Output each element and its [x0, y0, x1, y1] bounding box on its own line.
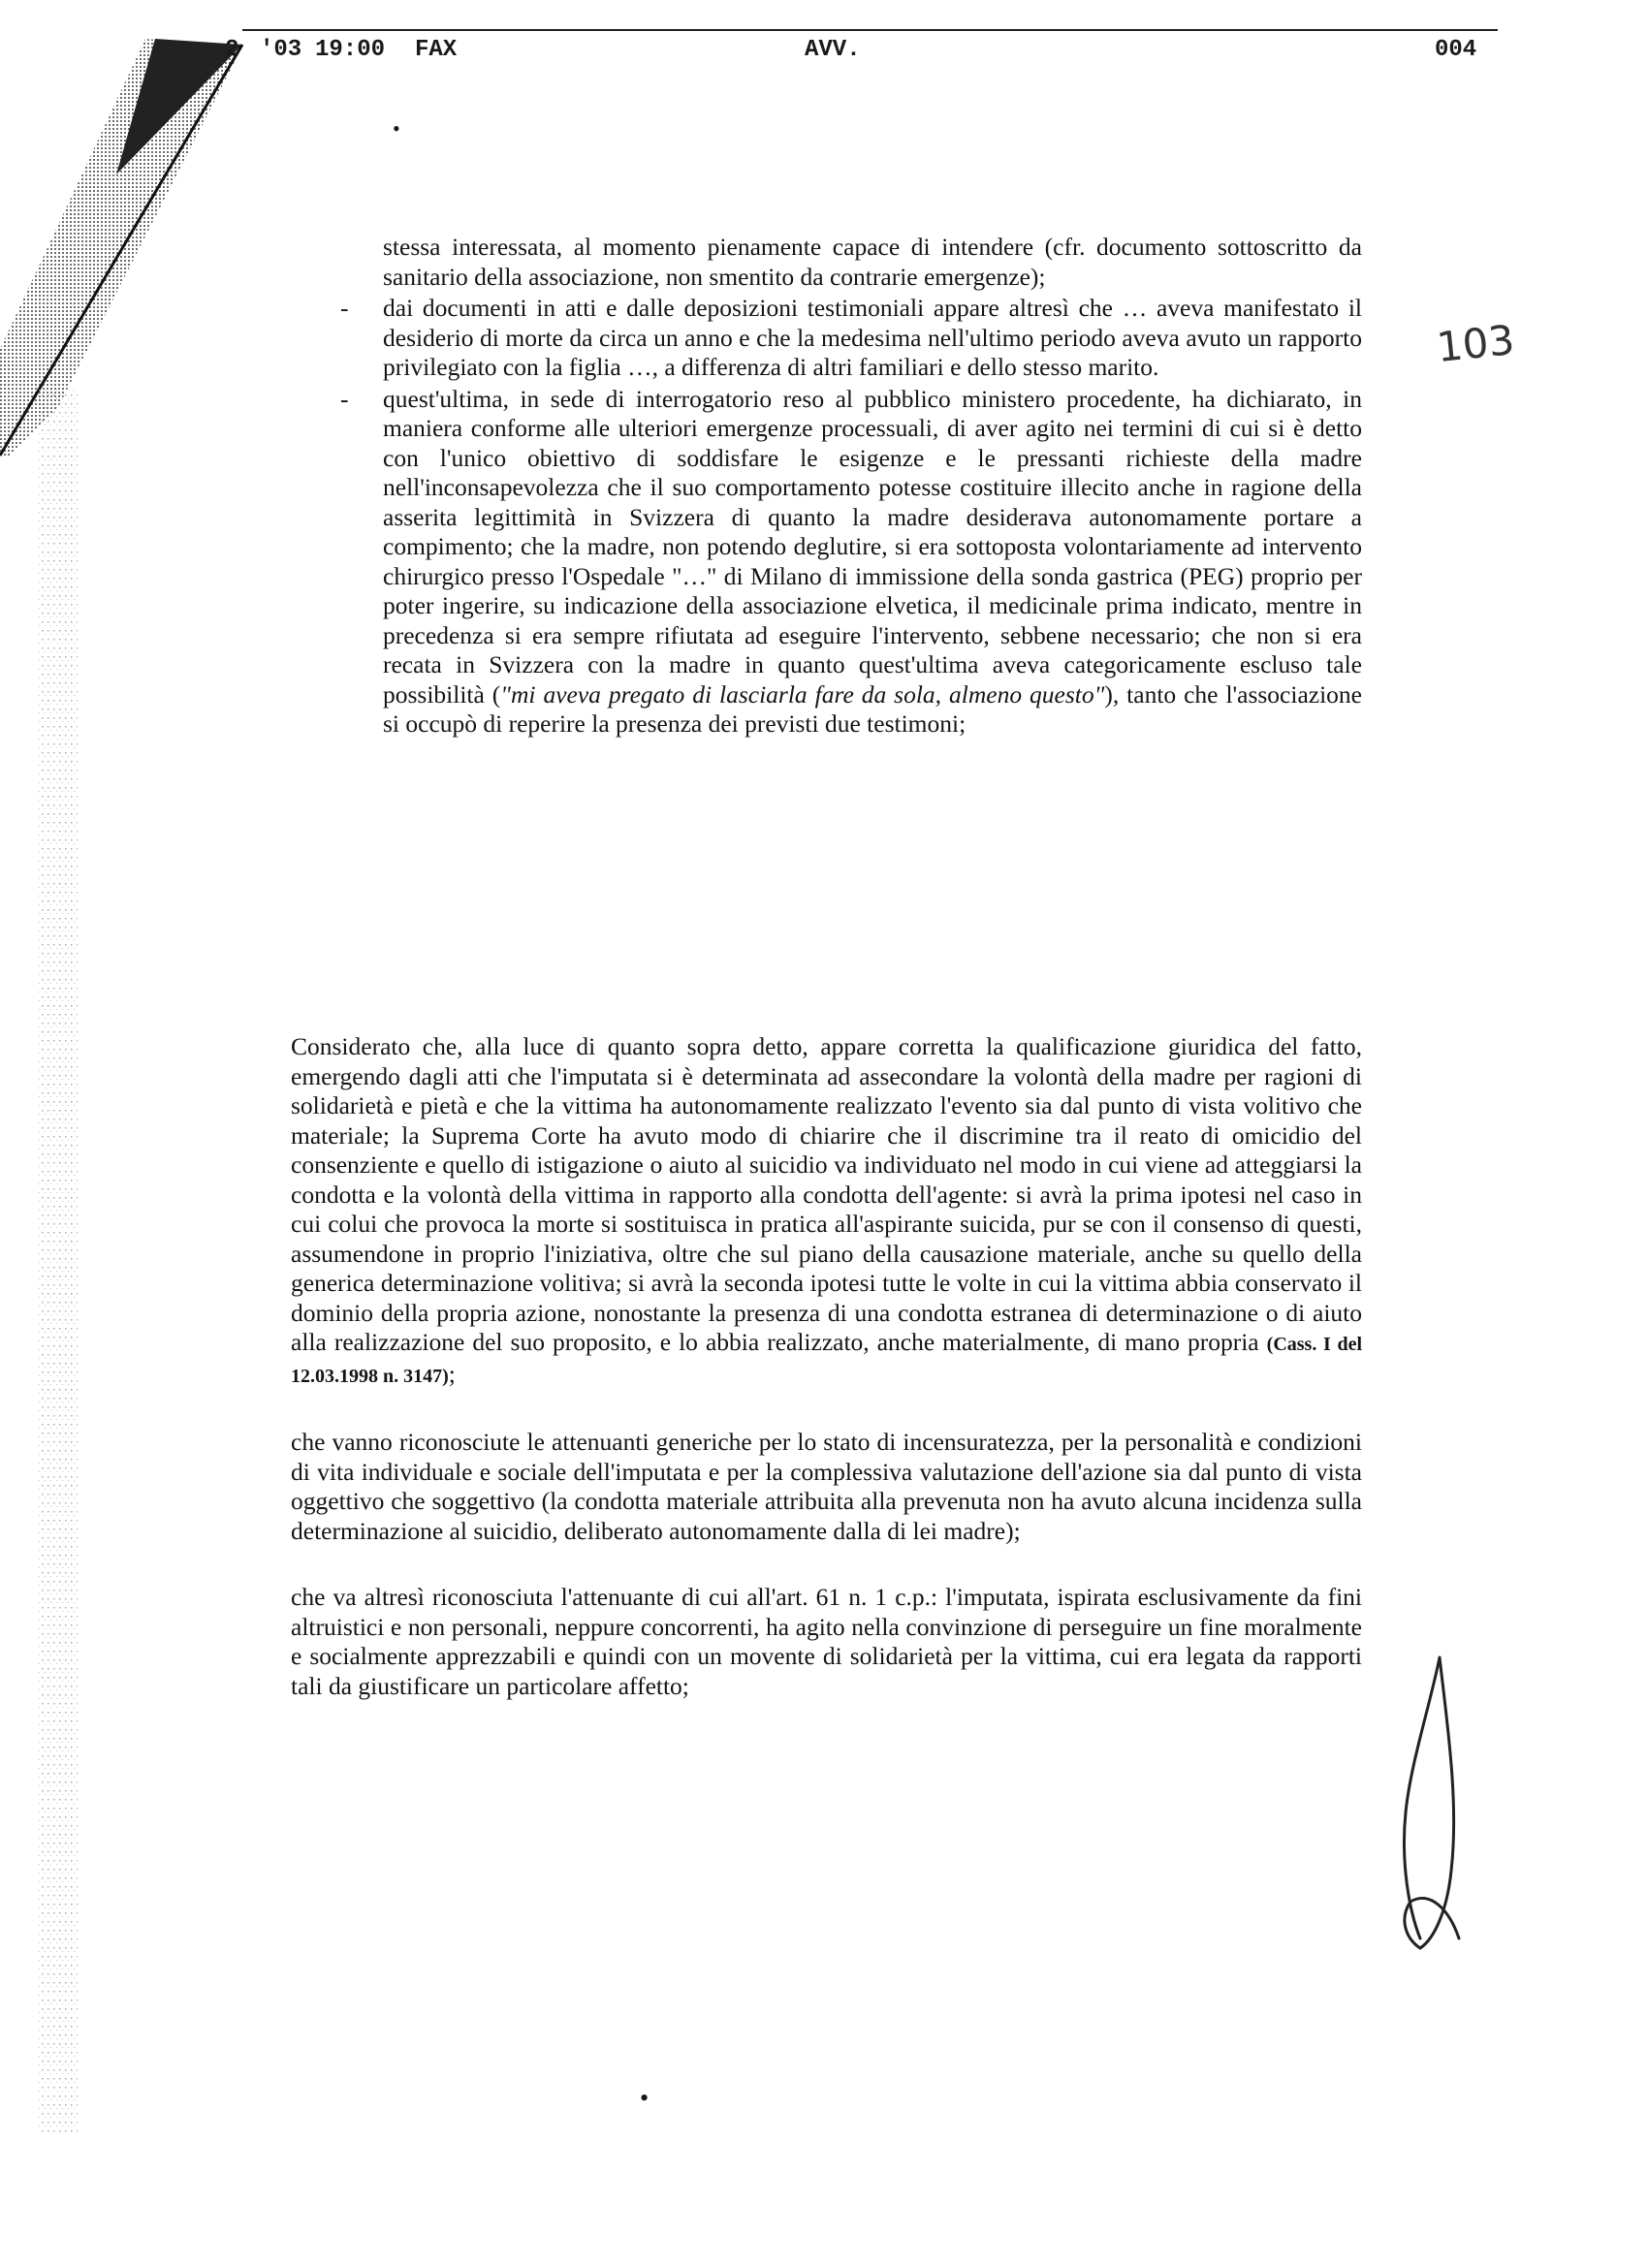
- fax-time: 19:00: [315, 37, 386, 63]
- handwritten-page-annotation: 103: [1434, 315, 1517, 372]
- bullet-list: [340, 233, 1362, 740]
- bullet-text-end: ), tanto che l'associazione si occupò di reperire la presenza dei previsti due testimoni;: [383, 679, 1362, 738]
- case-citation: (Cass. I del 12.03.1998 n. 3147): [291, 1334, 1362, 1387]
- quoted-statement: "mi aveva pregato di lasciarla fare da sola, almeno questo": [500, 679, 1105, 709]
- bullet-text: quest'ultima, in sede di interrogatorio reso al pubblico ministero procedente, ha dichiarato, in maniera conforme alle ulteriori emergenze processuali, di aver agito nei termini di cui si è detto con l'unico obiettivo di soddisfare le esigenze e le pressanti richieste della madre nell'inconsapevolezza che il suo comportamento potesse costituire illecito anche in ragione della asserita legittimità in Svizzera di quanto la madre desiderava autonomamente portare a compimento; che la madre, non potendo deglutire, si era sottoposta volontariamente ad intervento chirurgico presso l'Ospedale "…" di Milano di immissione della sonda gastrica (PEG) proprio per poter ingerire, su indicazione della associazione elvetica, il medicinale prima indicato, mentre in precedenza si era sempre rifiutata ad eseguire l'intervento, sebbene necessario; che non si era recata in Svizzera con la madre in quanto quest'ultima aveva categoricamente escluso tale possibilità (: [383, 384, 1362, 709]
- bullet-item: [383, 233, 1362, 292]
- scan-dot: •: [640, 2084, 650, 2112]
- scan-margin-noise: [0, 0, 87, 2268]
- paragraph-end: ;: [448, 1359, 456, 1388]
- scan-mark: •: [393, 116, 400, 141]
- fax-page-number: 004: [1435, 37, 1477, 63]
- bullet-dash: -: [340, 294, 349, 322]
- main-text: [291, 1032, 1362, 1738]
- bullet-text: dai documenti in atti e dalle deposizioni testimoniali appare altresì che … aveva manifestato il desiderio di morte da circa un anno e che la medesima nell'ultimo periodo aveva avuto un rapporto privilegiato con la figlia …, a differenza di altri familiari e dello stesso marito.: [383, 294, 1362, 381]
- fax-date: '03: [260, 37, 302, 63]
- paragraph-attenuanti-generiche: che vanno riconosciute le attenuanti generiche per lo stato di incensuratezza, per la personalità e condizioni di vita individuale e sociale dell'imputata e per la complessiva valutazione dell'azione sia dal punto di vista oggettivo che soggettivo (la condotta materiale attribuita alla prevenuta non ha avuto alcuna incidenza sulla determinazione al suicidio, deliberato autonomamente dalla di lei madre);: [291, 1428, 1362, 1545]
- fax-header: [0, 37, 1648, 76]
- paragraph-text: Considerato che, alla luce di quanto sopra detto, appare corretta la qualificazione giuridica del fatto, emergendo dagli atti che l'imputata si è determinata ad assecondare la volontà della madre per ragioni di solidarietà e pietà e che la vittima ha autonomamente realizzato l'evento sia dal punto di vista volitivo che materiale; la Suprema Corte ha avuto modo di chiarire che il discrimine tra il reato di omicidio del consenziente e quello di istigazione o aiuto al suicidio va individuato nel modo in cui viene ad atteggiarsi la condotta e la volontà della vittima in rapporto alla condotta dell'agente: si avrà la prima ipotesi nel caso in cui colui che provoca la morte si sostituisca in pratica all'aspirante suicida, pur se con il consenso di questi, assumendone in proprio l'iniziativa, oltre che sul piano della causazione materiale, anche su quello della generica determinazione volitiva; si avrà la seconda ipotesi tutte le volte in cui la vittima abbia conservato il dominio della propria azione, nonostante la presenza di una condotta estranea di determinazione o di aiuto alla realizzazione del suo proposito, e lo abbia realizzato, anche materialmente, di mano propria: [291, 1032, 1362, 1356]
- handwritten-signature: [1391, 1648, 1478, 1968]
- paragraph-considerato: [291, 1032, 1362, 1391]
- fax-sender: AVV.: [805, 37, 861, 63]
- bullet-item: [340, 384, 1362, 740]
- fax-page-ref: 2: [225, 37, 239, 63]
- bullet-item: [340, 294, 1362, 383]
- paragraph-attenuante-art61: che va altresì riconosciuta l'attenuante di cui all'art. 61 n. 1 c.p.: l'imputata, ispirata esclusivamente da fini altruistici e non personali, neppure concorrenti, ha agito nella convinzione di perseguire un fine moralmente e socialmente apprezzabili e quindi con un movente di solidarietà per la vittima, cui era legata da rapporti tali da giustificare un particolare affetto;: [291, 1583, 1362, 1700]
- bullet-dash: -: [340, 384, 349, 413]
- fax-label: FAX: [415, 37, 458, 63]
- header-rule: [242, 29, 1498, 31]
- bullet-text: stessa interessata, al momento pienamente capace di intendere (cfr. documento sottoscritto da sanitario della associazione, non smentito da contrarie emergenze);: [383, 233, 1362, 291]
